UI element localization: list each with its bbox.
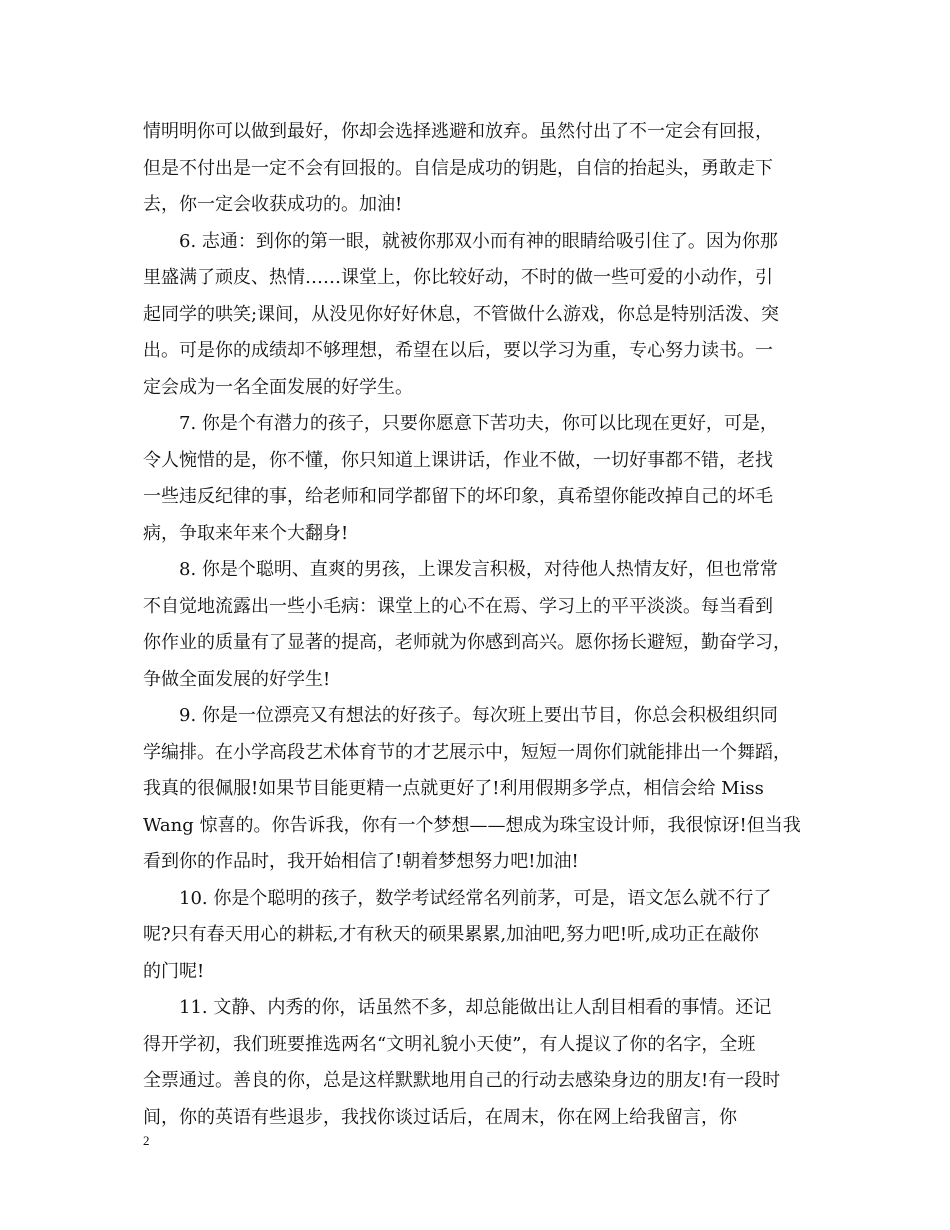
text-line: 争做全面发展的好学生! (143, 668, 331, 690)
text-line: 起同学的哄笑;课间，从没见你好好休息，不管做什么游戏，你总是特别活泼、突 (143, 303, 780, 325)
paragraph-10-first-line: 10. 你是个聪明的孩子，数学考试经常名列前茅，可是，语文怎么就不行了 (179, 887, 772, 909)
text-line: 一些违反纪律的事，给老师和同学都留下的坏印象，真希望你能改掉自己的坏毛 (143, 486, 773, 507)
text-line: 间，你的英语有些退步，我找你谈过话后，在周末，你在网上给我留言，你 (143, 1106, 737, 1128)
text-line: 但是不付出是一定不会有回报的。自信是成功的钥匙，自信的抬起头，勇敢走下 (143, 157, 773, 179)
paragraph-7-first-line: 7. 你是个有潜力的孩子，只要你愿意下苦功夫，你可以比现在更好，可是， (179, 413, 778, 434)
text-line: 的门呢! (143, 960, 205, 982)
text-line: Wang 惊喜的。你告诉我，你有一个梦想——想成为珠宝设计师，我很惊讶!但当我 (143, 814, 801, 836)
text-line: 去，你一定会收获成功的。加油! (143, 194, 403, 215)
text-line: 令人惋惜的是，你不懂，你只知道上课讲话，作业不做，一切好事都不错，老找 (143, 449, 773, 471)
text-line: 出。可是你的成绩却不够理想，希望在以后，要以学习为重，专心努力读书。一 (143, 340, 773, 361)
text-line: 不自觉地流露出一些小毛病：课堂上的心不在焉、学习上的平平淡淡。每当看到 (143, 595, 773, 617)
text-line: 全票通过。善良的你，总是这样默默地用自己的行动去感染身边的朋友!有一段时 (143, 1070, 781, 1091)
text-line: 学编排。在小学高段艺术体育节的才艺展示中，短短一周你们就能排出一个舞蹈， (143, 741, 791, 763)
paragraph-6-first-line: 6. 志通：到你的第一眼，就被你那双小而有神的眼睛给吸引住了。因为你那 (179, 230, 778, 252)
text-line: 定会成为一名全面发展的好学生。 (143, 376, 413, 398)
text-line: 呢?只有春天用心的耕耘,才有秋天的硕果累累,加油吧,努力吧!听,成功正在敲你 (143, 924, 759, 945)
text-line: 你作业的质量有了显著的提高，老师就为你感到高兴。愿你扬长避短，勤奋学习， (143, 632, 791, 653)
page-number: 2 (143, 1133, 150, 1148)
text-line: 情明明你可以做到最好，你却会选择逃避和放弃。虽然付出了不一定会有回报， (143, 121, 773, 142)
text-line: 病，争取来年来个大翻身! (143, 522, 349, 544)
paragraph-8-first-line: 8. 你是个聪明、直爽的男孩，上课发言积极，对待他人热情友好，但也常常 (179, 559, 778, 580)
text-line: 看到你的作品时，我开始相信了!朝着梦想努力吧!加油! (143, 851, 579, 872)
text-line: 得开学初，我们班要推选两名“文明礼貌小天使”，有人提议了你的名字，全班 (143, 1033, 756, 1055)
document-body (143, 114, 813, 1136)
text-line: 我真的很佩服!如果节目能更精一点就更好了!利用假期多学点，相信会给 Miss (143, 778, 764, 799)
text-line: 里盛满了顽皮、热情……课堂上，你比较好动，不时的做一些可爱的小动作，引 (143, 267, 773, 288)
paragraph-11-first-line: 11. 文静、内秀的你，话虽然不多，却总能做出让人刮目相看的事情。还记 (179, 997, 772, 1018)
paragraph-9-first-line: 9. 你是一位漂亮又有想法的好孩子。每次班上要出节目，你总会积极组织同 (179, 705, 778, 726)
